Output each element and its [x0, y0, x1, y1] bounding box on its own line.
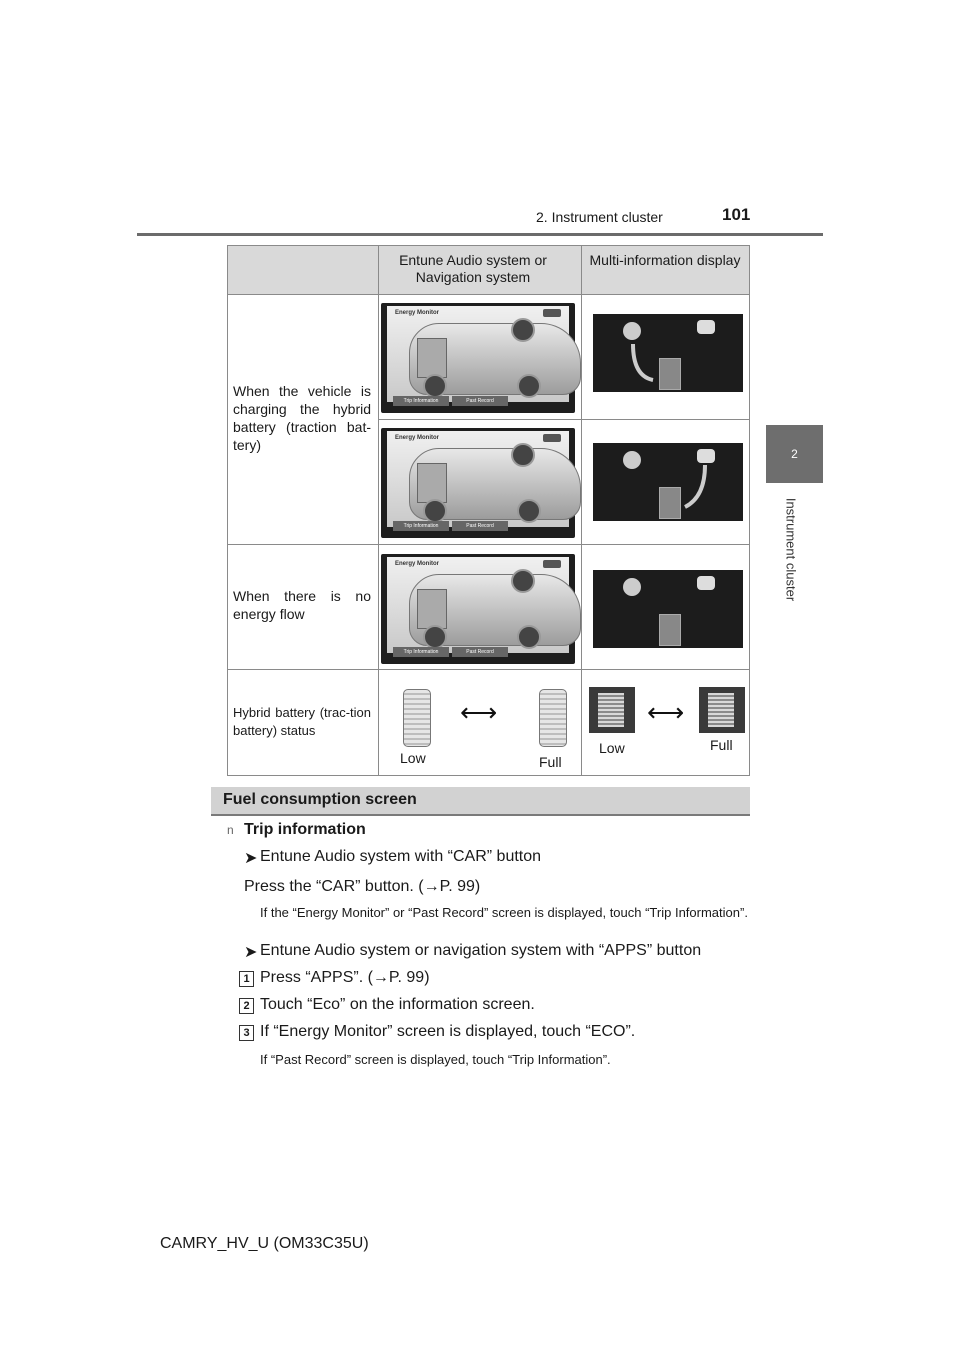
- engine-icon: [417, 463, 447, 503]
- row-label-no-flow: When there is no energy flow: [233, 588, 371, 622]
- arrow-icon: ➤: [244, 850, 258, 867]
- energy-flow-icon: [593, 314, 743, 392]
- header-mid: Multi-information display: [589, 252, 741, 268]
- step-number: 3: [239, 1025, 254, 1041]
- mid-screenshot: [593, 314, 743, 392]
- chapter-label-text: Instrument cluster: [783, 497, 799, 602]
- method1-heading: Entune Audio system with “CAR” button: [260, 848, 542, 865]
- past-record-tab: Past Record: [452, 647, 508, 657]
- double-arrow-icon: ⟷: [460, 697, 498, 727]
- step-number: 1: [239, 971, 254, 987]
- wheel-icon: [517, 499, 541, 523]
- screen-title: Energy Monitor: [395, 310, 440, 316]
- battery-full-icon: [539, 689, 567, 747]
- bullet-marker: n: [227, 823, 234, 837]
- mid-battery-low-icon: [589, 687, 635, 733]
- battery-low-icon: [403, 689, 431, 747]
- label-low: Low: [400, 750, 426, 766]
- row-label-charging: When the vehicle is charging the hybrid battery (traction bat-tery): [233, 383, 371, 453]
- mid-screenshot: [593, 570, 743, 648]
- section-heading: [211, 787, 750, 816]
- double-arrow-icon: ⟷: [647, 697, 685, 727]
- chapter-tab: 2: [766, 425, 823, 483]
- trip-info-tab: Trip Information: [393, 396, 449, 406]
- screen-title: Energy Monitor: [395, 561, 440, 567]
- trip-info-tab: Trip Information: [393, 521, 449, 531]
- divider: [378, 246, 379, 775]
- battery-icon: [659, 614, 681, 646]
- divider: [228, 669, 749, 670]
- engine-icon: [417, 589, 447, 629]
- energy-monitor-screenshot: [381, 428, 575, 538]
- back-icon: [543, 560, 561, 568]
- wheel-icon: [511, 569, 535, 593]
- mid-battery-full-icon: [699, 687, 745, 733]
- table-header: [228, 246, 749, 295]
- footer-model: CAMRY_HV_U (OM33C35U): [160, 1235, 369, 1252]
- section-heading-text: Fuel consumption screen: [223, 791, 417, 808]
- trip-heading: Trip information: [244, 821, 366, 838]
- page-number: 101: [722, 205, 751, 224]
- wheel-icon: [517, 625, 541, 649]
- engine-icon: [417, 338, 447, 378]
- past-record-tab: Past Record: [452, 521, 508, 531]
- divider: [581, 246, 582, 775]
- energy-flow-icon: [593, 443, 743, 521]
- energy-monitor-screenshot: [381, 554, 575, 664]
- section-title: 2. Instrument cluster: [536, 209, 663, 225]
- header-rule: [137, 233, 823, 236]
- energy-monitor-table: [227, 245, 750, 776]
- back-icon: [543, 309, 561, 317]
- label-low: Low: [599, 740, 625, 756]
- back-icon: [543, 434, 561, 442]
- step-3: If “Energy Monitor” screen is displayed, touch “ECO”.: [260, 1023, 636, 1040]
- step-1: Press “APPS”. (→P. 99): [260, 969, 430, 986]
- mid-screenshot: [593, 443, 743, 521]
- chapter-label: [781, 487, 801, 617]
- header-audio: Entune Audio system or Navigation system: [399, 252, 547, 285]
- wheel-icon: [511, 318, 535, 342]
- wheel-icon: [517, 374, 541, 398]
- past-record-tab: Past Record: [452, 396, 508, 406]
- step-3-note: If “Past Record” screen is displayed, touch “Trip Information”.: [260, 1052, 611, 1067]
- screen-title: Energy Monitor: [395, 435, 440, 441]
- step-number: 2: [239, 998, 254, 1014]
- method1-note: If the “Energy Monitor” or “Past Record” screen is displayed, touch “Trip Information”.: [260, 905, 748, 920]
- row-label-battery: Hybrid battery (trac-tion battery) status: [233, 705, 371, 738]
- engine-icon: [697, 576, 715, 590]
- label-full: Full: [710, 737, 733, 753]
- arrow-icon: ➤: [244, 944, 258, 961]
- divider: [379, 419, 749, 420]
- step-2: Touch “Eco” on the information screen.: [260, 996, 535, 1013]
- method1-step: Press the “CAR” button. (→P. 99): [244, 878, 481, 895]
- wheel-icon: [623, 578, 641, 596]
- wheel-icon: [511, 443, 535, 467]
- method2-heading: Entune Audio system or navigation system with “APPS” button: [260, 942, 702, 959]
- divider: [228, 544, 749, 545]
- label-full: Full: [539, 754, 562, 770]
- energy-monitor-screenshot: [381, 303, 575, 413]
- trip-info-tab: Trip Information: [393, 647, 449, 657]
